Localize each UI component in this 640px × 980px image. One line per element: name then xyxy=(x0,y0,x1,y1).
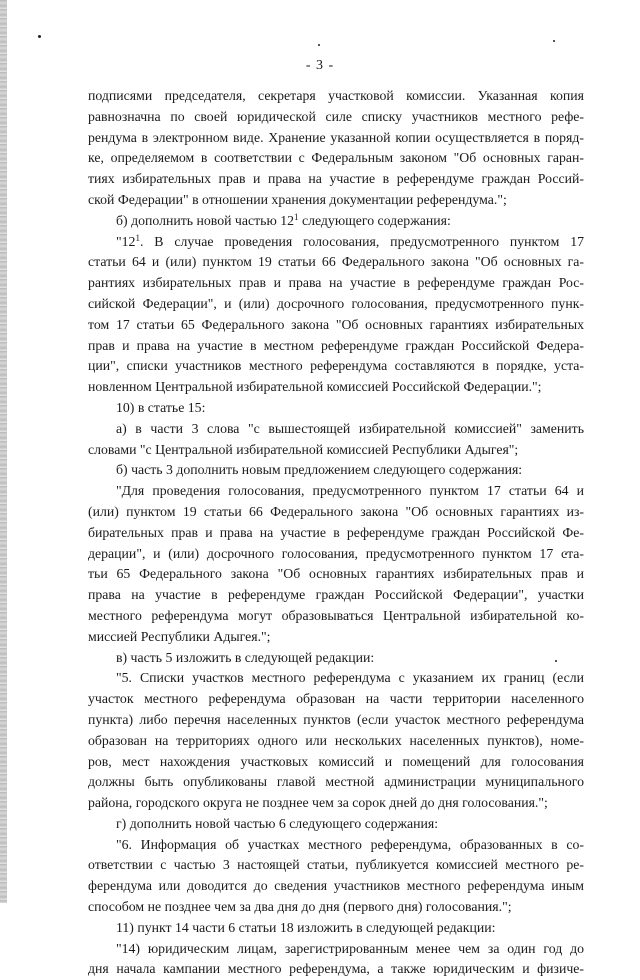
text-line: ции", списки участников местного референдума составляются в порядке, уста- xyxy=(88,358,584,374)
text-line: права на участие в референдуме граждан Российской Федерации", участки xyxy=(88,587,584,603)
text-line: "14) юридическим лицам, зарегистрированным менее чем за один год до xyxy=(116,940,584,956)
text-line: дерации", и (или) досрочного голосования, предусмотренного пунктом 17 ста- xyxy=(88,545,584,561)
text-line: должны быть опубликованы главой местной администрации муниципального xyxy=(88,774,584,790)
text-line: тьи 65 Федерального закона "Об основных гарантиях избирательных прав и xyxy=(88,566,584,582)
text-line: 10) в статье 15: xyxy=(116,399,206,415)
text-line: "5. Списки участков местного референдума с указанием их границ (если xyxy=(116,670,584,686)
text-line: ской Федерации" в отношении хранения документации референдума."; xyxy=(88,191,507,207)
text-line: местного референдума могут образовываться Центральной избирательной ко- xyxy=(88,607,584,623)
text-line: дня начала кампании местного референдума, а также юридическим и физиче- xyxy=(88,961,584,977)
text-line: б) часть 3 дополнить новым предложением следующего содержания: xyxy=(116,462,523,478)
document-body xyxy=(88,86,584,980)
text-line: способом не позднее чем за два дня до дня (первого дня) голосования."; xyxy=(88,899,512,915)
text-line: том 17 статьи 65 Федерального закона "Об основных гарантиях избирательных xyxy=(88,316,584,332)
text-line: "$12^1$. В случае проведения голосования, предусмотренного пунктом 17 xyxy=(116,232,584,249)
scan-speck xyxy=(38,35,41,38)
text-line: б) дополнить новой частью $12^1$ следующего содержания: xyxy=(116,211,451,228)
text-line: равнозначна по своей юридической силе списку участников местного рефе- xyxy=(88,108,584,124)
text-line: статьи 64 и (или) пунктом 19 статьи 66 Федерального закона "Об основных га- xyxy=(88,254,584,270)
text-line: новленном Центральной избирательной комиссией Российской Федерации."; xyxy=(88,379,542,395)
text-line: в) часть 5 изложить в следующей редакции: xyxy=(116,649,375,665)
text-line: ответствии с частью 3 настоящей статьи, публикуется комиссией местного ре- xyxy=(88,857,584,873)
text-line: словами "с Центральной избирательной комиссией Республики Адыгея"; xyxy=(88,441,519,457)
text-line: ке, определяемом в соответствии с Федеральным законом "Об основных гаран- xyxy=(88,150,584,166)
text-line: 11) пункт 14 части 6 статьи 18 изложить в следующей редакции: xyxy=(116,919,496,935)
scan-speck xyxy=(318,44,320,46)
page-number: - 3 - xyxy=(305,58,335,73)
text-line: образован на территориях одного или нескольких населенных пунктов), номе- xyxy=(88,732,584,748)
text-line: рендума в электронном виде. Хранение указанной копии осуществляется в поряд- xyxy=(88,129,584,145)
text-line: бирательных прав и права на участие в референдуме граждан Российской Фе- xyxy=(88,524,584,540)
scan-speck xyxy=(553,40,555,42)
text-line: ферендума или доводится до сведения участников местного референдума иным xyxy=(88,878,584,894)
text-line: района, городского округа не позднее чем за сорок дней до дня голосования."; xyxy=(88,795,548,811)
text-line: (или) пунктом 19 статьи 66 Федерального закона "Об основных гарантиях из- xyxy=(88,503,584,519)
text-line: миссией Республики Адыгея."; xyxy=(88,628,271,644)
text-line: сийской Федерации", и (или) досрочного голосования, предусмотренного пунк- xyxy=(88,295,584,311)
text-line: "Для проведения голосования, предусмотренного пунктом 17 статьи 64 и xyxy=(116,483,584,499)
text-line: а) в части 3 слова "с вышестоящей избирательной комиссией" заменить xyxy=(116,420,584,436)
text-line: г) дополнить новой частью 6 следующего содержания: xyxy=(116,815,439,831)
text-line: рантиях избирательных прав и права на участие в референдуме граждан Рос- xyxy=(88,275,584,291)
text-line: участок местного референдума образован на части территории населенного xyxy=(88,691,584,707)
scan-edge xyxy=(0,0,7,903)
text-line: прав и права на участие в местном референдуме граждан Российской Федера- xyxy=(88,337,584,353)
text-line: пункта) либо перечня населенных пунктов (если участок местного референдума xyxy=(88,711,584,727)
text-line: "6. Информация об участках местного референдума, образованных в со- xyxy=(116,836,584,852)
text-line: тиях избирательных прав и права на участие в референдуме граждан Россий- xyxy=(88,171,584,187)
text-line: ров, мест нахождения участковых комиссий и помещений для голосования xyxy=(88,753,584,769)
text-line: подписями председателя, секретаря участковой комиссии. Указанная копия xyxy=(88,88,584,103)
